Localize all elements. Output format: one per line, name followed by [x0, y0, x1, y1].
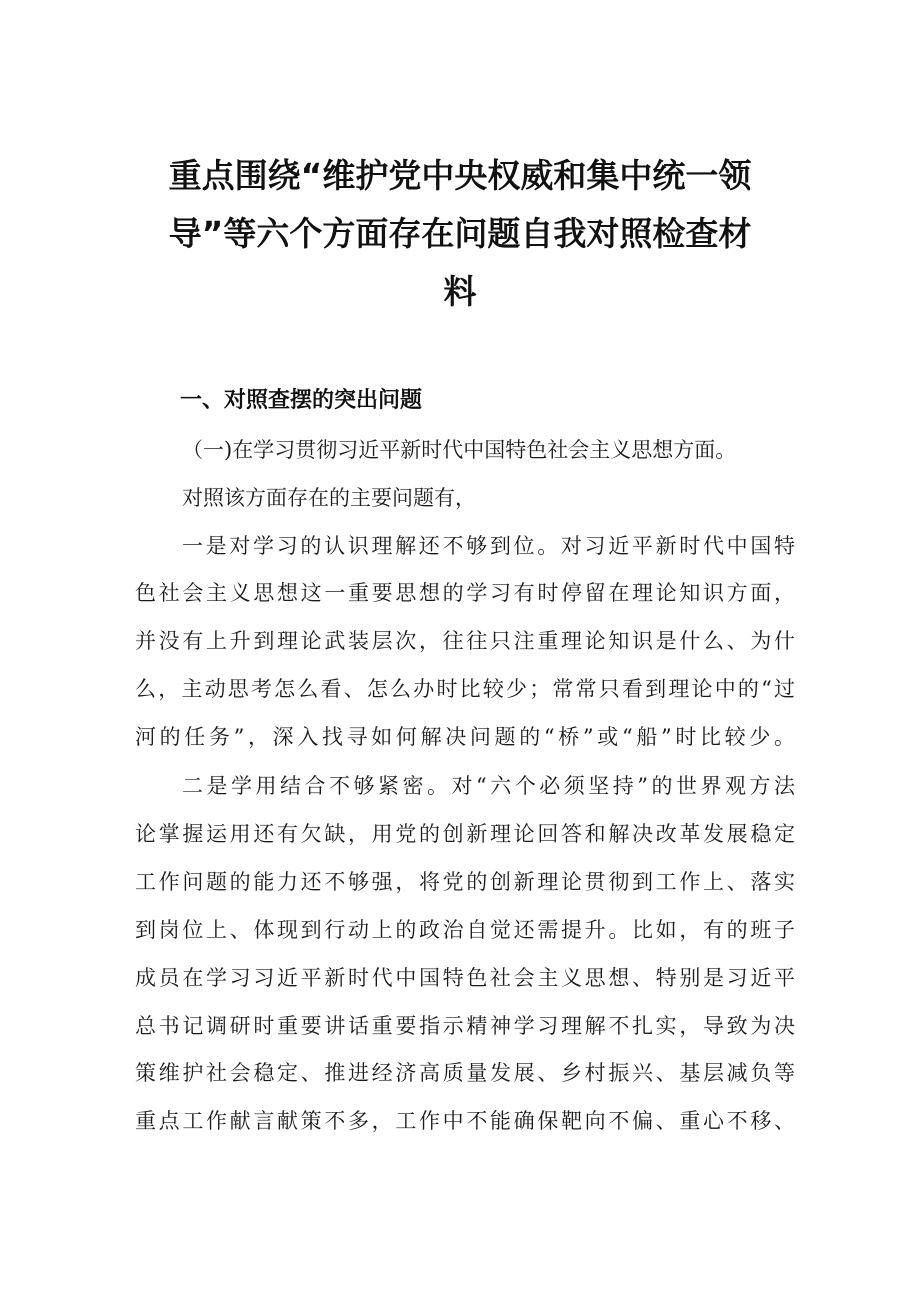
- body-line: 到岗位上、体现到行动上的政治自觉还需提升。比如，有的班子: [135, 918, 795, 942]
- body-line: 策维护社会稳定、推进经济高质量发展、乡村振兴、基层减负等: [135, 1061, 795, 1085]
- body-line: 总书记调研时重要讲话重要指示精神学习理解不扎实，导致为决: [135, 1014, 795, 1038]
- body-line: 色社会主义思想这一重要思想的学习有时停留在理论知识方面，: [135, 581, 795, 605]
- document-title-line-3: 料: [443, 272, 477, 311]
- body-line: 论掌握运用还有欠缺，用党的创新理论回答和解决改革发展稳定: [135, 822, 795, 846]
- body-line: 并没有上升到理论武装层次，往往只注重理论知识是什么、为什: [135, 629, 795, 653]
- body-line: 对照该方面存在的主要问题有，: [182, 486, 476, 510]
- document-title-line-2: 导”等六个方面存在问题自我对照检查材: [168, 214, 752, 253]
- body-line: 工作问题的能力还不够强，将党的创新理论贯彻到工作上、落实: [135, 870, 795, 894]
- document-title-line-1: 重点围绕“维护党中央权威和集中统一领: [168, 156, 752, 195]
- body-line: 二是学用结合不够紧密。对“六个必须坚持”的世界观方法: [182, 774, 795, 798]
- body-line: 成员在学习习近平新时代中国特色社会主义思想、特别是习近平: [135, 966, 795, 990]
- body-line: 一是对学习的认识理解还不够到位。对习近平新时代中国特: [182, 534, 795, 558]
- body-line: 么，主动思考怎么看、怎么办时比较少；常常只看到理论中的“过: [135, 677, 795, 701]
- section-heading: 一、对照查摆的突出问题: [180, 388, 423, 413]
- body-line: 重点工作献言献策不多，工作中不能确保靶向不偏、重心不移、: [135, 1109, 795, 1133]
- body-line: 河的任务”，深入找寻如何解决问题的“桥”或“船”时比较少。: [135, 725, 795, 749]
- body-line: （一)在学习贯彻习近平新时代中国特色社会主义思想方面。: [182, 438, 737, 462]
